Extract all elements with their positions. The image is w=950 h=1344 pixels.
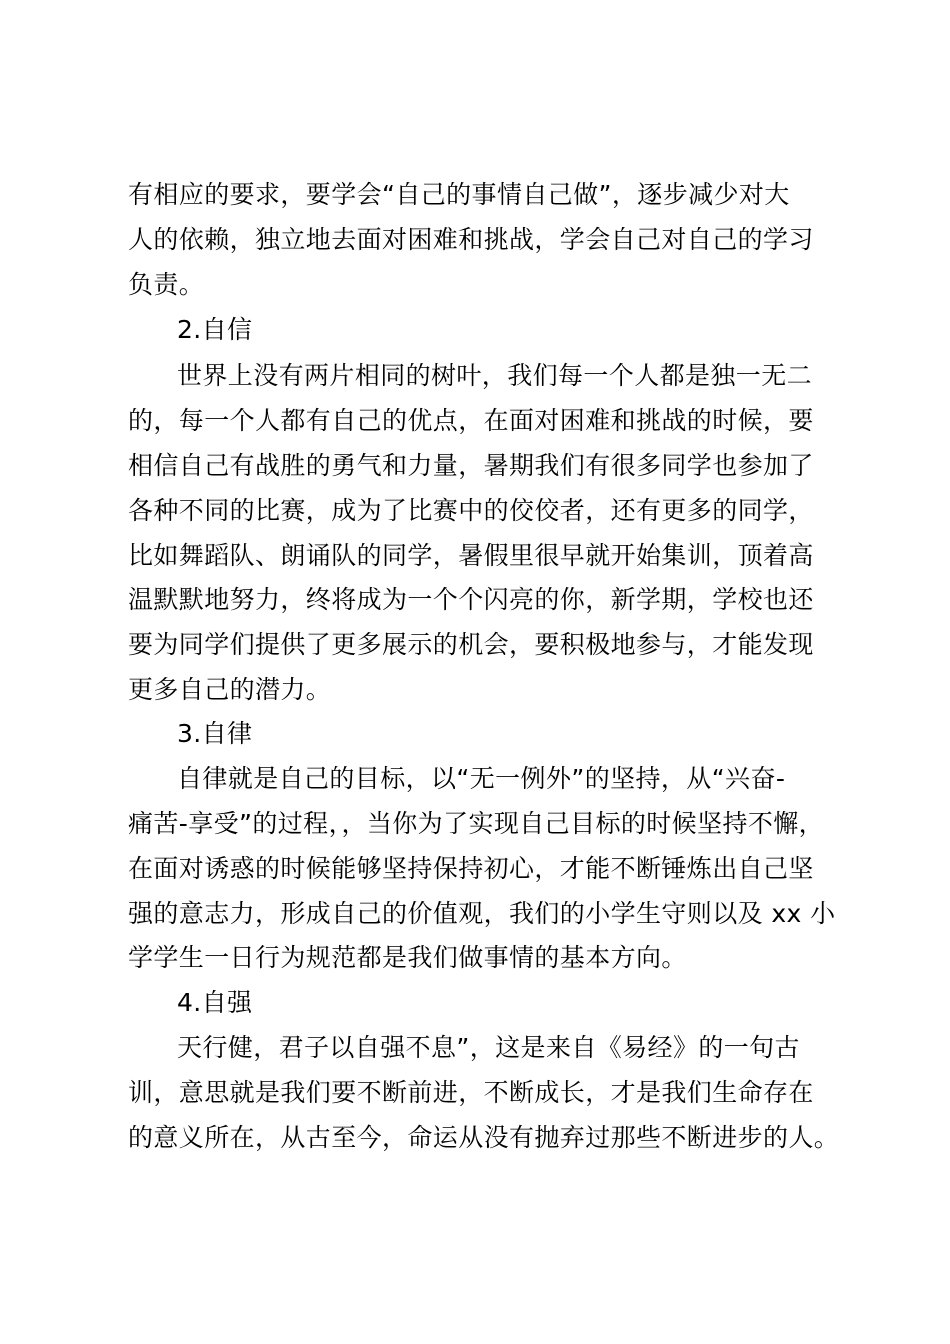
section-heading: 3.自律 bbox=[177, 719, 253, 748]
section-heading: 2.自信 bbox=[177, 315, 253, 344]
text-line: 学学生一日行为规范都是我们做事情的基本方向。 bbox=[128, 943, 687, 972]
text-line: 要为同学们提供了更多展示的机会，要积极地参与，才能发现 bbox=[128, 630, 814, 659]
text-line: 相信自己有战胜的勇气和力量，暑期我们有很多同学也参加了 bbox=[128, 451, 814, 480]
text-line: 的意义所在，从古至今，命运从没有抛弃过那些不断进步的人。 bbox=[128, 1123, 840, 1152]
text-line: 强的意志力，形成自己的价值观，我们的小学生守则以及 xx 小 bbox=[128, 899, 836, 928]
text-line: 有相应的要求，要学会“自己的事情自己做”，逐步减少对大 bbox=[128, 180, 790, 209]
text-line: 训，意思就是我们要不断前进，不断成长，才是我们生命存在 bbox=[128, 1078, 814, 1107]
text-line: 温默默地努力，终将成为一个个闪亮的你，新学期，学校也还 bbox=[128, 585, 814, 614]
text-line: 各种不同的比赛，成为了比赛中的佼佼者，还有更多的同学， bbox=[128, 496, 814, 525]
text-line: 更多自己的潜力。 bbox=[128, 675, 332, 704]
text-line: 负责。 bbox=[128, 270, 205, 299]
section-heading: 4.自强 bbox=[177, 988, 253, 1017]
text-line: 在面对诱惑的时候能够坚持保持初心，才能不断锤炼出自己坚 bbox=[128, 854, 814, 883]
text-line: 自律就是自己的目标，以“无一例外”的坚持，从“兴奋- bbox=[177, 764, 786, 793]
text-line: 世界上没有两片相同的树叶，我们每一个人都是独一无二 bbox=[177, 361, 813, 390]
text-line: 的，每一个人都有自己的优点，在面对困难和挑战的时候，要 bbox=[128, 406, 814, 435]
text-line: 人的依赖，独立地去面对困难和挑战，学会自己对自己的学习 bbox=[128, 225, 814, 254]
text-line: 天行健，君子以自强不息”，这是来自《易经》的一句古 bbox=[177, 1033, 800, 1062]
text-line: 比如舞蹈队、朗诵队的同学，暑假里很早就开始集训，顶着高 bbox=[128, 541, 814, 570]
text-line: 痛苦-享受”的过程，，当你为了实现自己目标的时候坚持不懈， bbox=[128, 809, 825, 838]
